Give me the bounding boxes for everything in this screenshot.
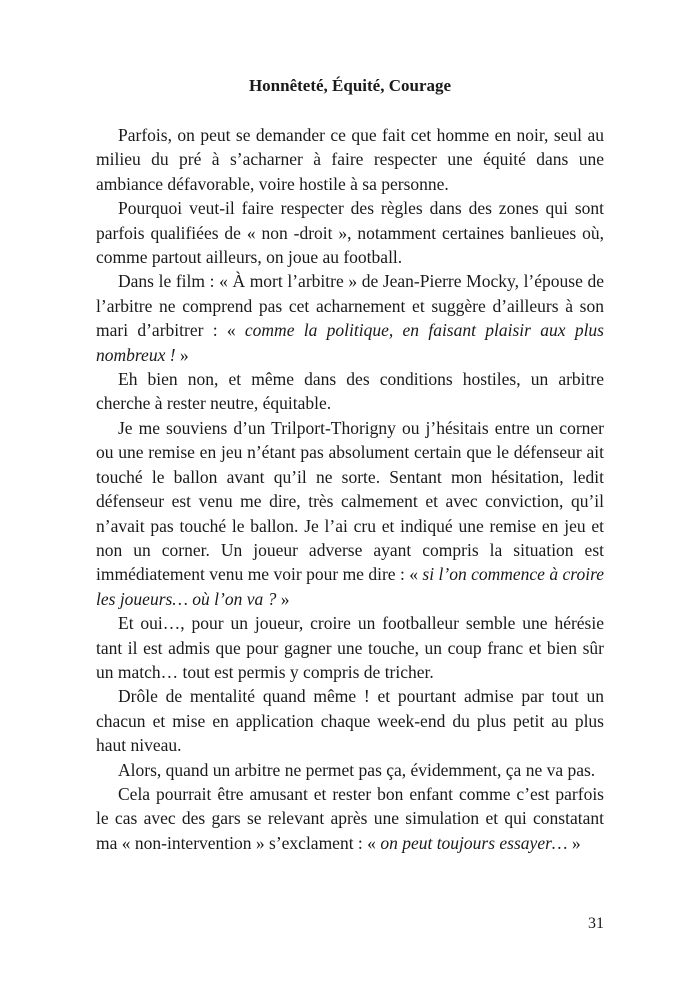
paragraph-text: » <box>567 832 581 853</box>
paragraph-text: Eh bien non, et même dans des conditions hostiles, un arbitre cherche à rester neutre, équitable. <box>96 369 604 414</box>
paragraph <box>96 196 604 269</box>
quote-text: on peut toujours essayer… <box>380 832 568 853</box>
paragraph-text: Pourquoi veut-il faire respecter des règles dans des zones qui sont parfois qualifiées de « non -droit », notamment certaines banlieues où, comme partout ailleurs, on joue au football. <box>96 198 604 268</box>
quote-text: comme la politique, en faisant plaisir aux plus nombreux ! <box>96 320 604 365</box>
paragraph <box>96 684 604 757</box>
page-title: Honnêteté, Équité, Courage <box>248 76 452 95</box>
paragraph-text: Drôle de mentalité quand même ! et pourtant admise par tout un chacun et mise en application chaque week-end du plus petit au plus haut niveau. <box>96 686 604 756</box>
paragraph <box>96 611 604 684</box>
paragraph-text: Je me souviens d’un Trilport-Thorigny ou j’hésitais entre un corner ou une remise en jeu n’étant pas absolument certain que le défenseur ait touché le ballon avant qu’il ne sorte. Sentant mon hésitation, ledit défenseur est venu me dire, très calmement et avec conviction, qu’il n’avait pas touché le ballon. Je l’ai cru et indiqué une remise en jeu et non un corner. Un joueur adverse ayant compris la situation est immédiatement venu me voir pour me dire : « <box>96 417 604 585</box>
page-number: 31 <box>588 915 604 932</box>
paragraph <box>96 416 604 611</box>
paragraph-text: Parfois, on peut se demander ce que fait cet homme en noir, seul au milieu du pré à s’acharner à faire respecter une équité dans une ambiance défavorable, voire hostile à sa personne. <box>96 125 604 194</box>
paragraph <box>96 123 604 196</box>
paragraph-text: Dans le film : « À mort l’arbitre » de Jean-Pierre Mocky, l’épouse de l’arbitre ne comprend pas cet acharnement et suggère d’ailleurs à son mari d’arbitrer : « <box>96 271 604 341</box>
page-content <box>96 74 604 855</box>
paragraph-text: » <box>175 344 189 365</box>
paragraph <box>96 367 604 416</box>
paragraph-text: Alors, quand un arbitre ne permet pas ça, évidemment, ça ne va pas. <box>118 759 596 780</box>
paragraph-text: Cela pourrait être amusant et rester bon enfant comme c’est parfois le cas avec des gars se relevant après une simulation et qui constatant ma « non-intervention » s’exclament : « <box>96 783 604 853</box>
quote-text: si l’on commence à croire les joueurs… où l’on va ? <box>96 564 604 609</box>
paragraph-text: Et oui…, pour un joueur, croire un footballeur semble une hérésie tant il est admis que pour gagner une touche, un coup franc et bien sûr un match… tout est permis y compris de tricher. <box>96 613 604 682</box>
paragraph <box>96 758 604 782</box>
paragraph <box>96 782 604 855</box>
paragraph-text: » <box>276 588 290 609</box>
body-text <box>96 123 604 855</box>
paragraph <box>96 269 604 367</box>
